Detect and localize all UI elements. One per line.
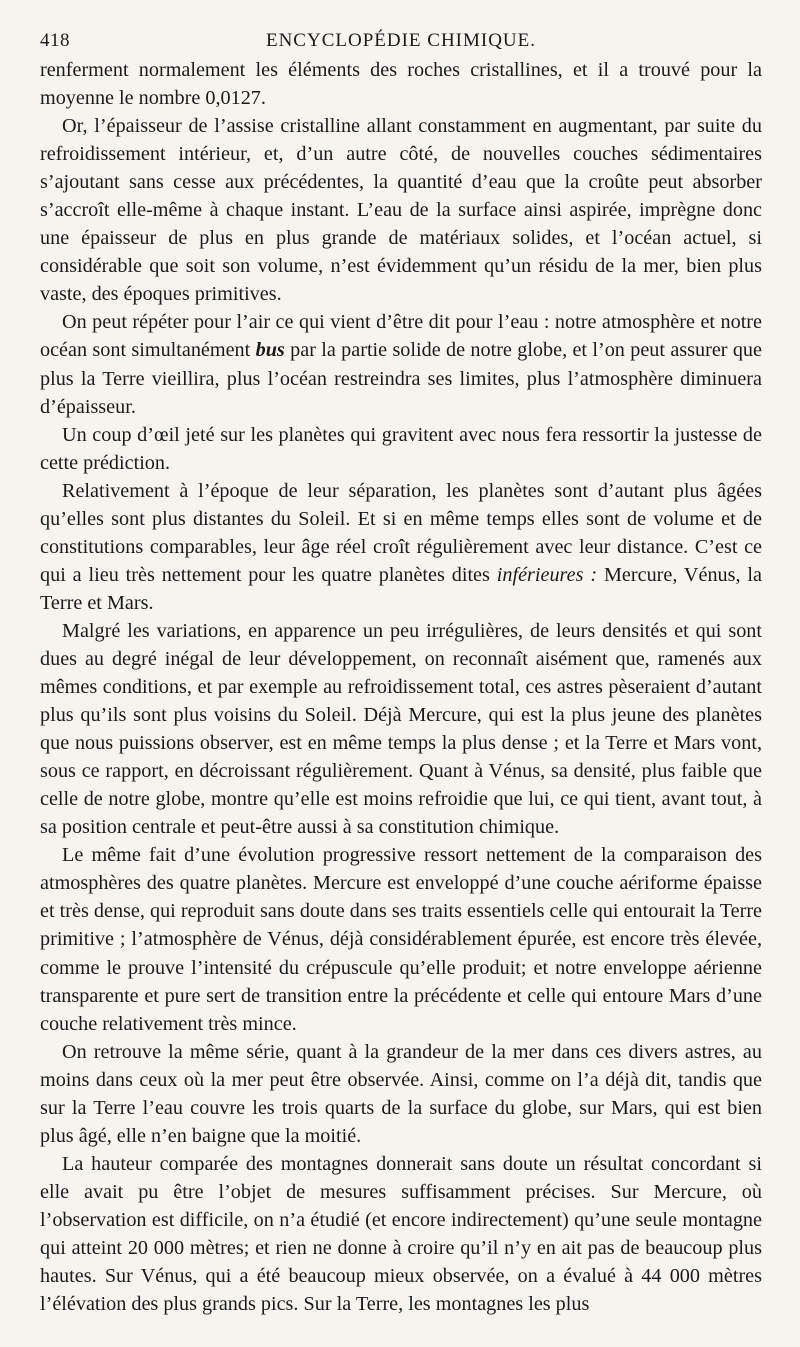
paragraph-text: La hauteur comparée des montagnes donnerait sans doute un résultat concordant si elle avait pu être l’objet de mesures suffisamment précises. Sur Mercure, où l’observation est difficile, on n’a étudié (et encore indirectement) qu’une seule montagne qui atteint 20 000 mètres; et rien ne donne à croire qu’il n’y en ait pas de beaucoup plus hautes. Sur Vénus, qui a été beaucoup mieux observée, on a évalué à 44 000 mètres l’élévation des plus grands pics. Sur la Terre, les montagnes les plus (40, 1152, 762, 1316)
paragraph-continuation (40, 56, 762, 112)
paragraph-text: Un coup d’œil jeté sur les planètes qui gravitent avec nous fera ressortir la justesse de cette prédiction. (40, 423, 762, 474)
emphasized-word: bus (255, 339, 285, 362)
running-head: ENCYCLOPÉDIE CHIMIQUE. (265, 30, 537, 51)
page-number: 418 (40, 30, 70, 51)
paragraph-separation (40, 477, 762, 617)
paragraph-text: renferment normalement les éléments des roches cristallines, et il a trouvé pour la moyenne le nombre 0,0127. (40, 59, 762, 110)
paragraph-montagnes (40, 1150, 762, 1318)
paragraph-air-eau (40, 308, 762, 420)
paragraph-text: On retrouve la même série, quant à la grandeur de la mer dans ces divers astres, au moins dans ceux où la mer peut être observée. Ainsi, comme on l’a déjà dit, tandis que sur la Terre l’eau couvre les trois quarts de la surface du globe, sur Mars, qui est bien plus âgé, elle n’en baigne que la moitié. (40, 1040, 762, 1147)
paragraph-mer (40, 1038, 762, 1150)
book-page (40, 22, 762, 1318)
body-text (40, 56, 762, 1318)
paragraph-text: Or, l’épaisseur de l’assise cristalline allant constamment en augmentant, par suite du refroidissement intérieur, et, d’un autre côté, de nouvelles couches sédimentaires s’ajoutant sans cesse aux précédentes, la quantité d’eau que la croûte peut absorber s’accroît elle-même à chaque instant. L’eau de la surface ainsi aspirée, imprègne donc une épaisseur de plus en plus grande de matériaux solides, et l’océan actuel, si considérable que soit son volume, n’est évidemment qu’un résidu de la mer, bien plus vaste, des époques primitives. (40, 115, 762, 306)
paragraph-cristalline-assise (40, 112, 762, 308)
paragraph-text: Malgré les variations, en apparence un peu irrégulières, de leurs densités et qui sont dues au degré inégal de leur développement, on reconnaît aisément que, ramenés aux mêmes conditions, et par exemple au refroidissement total, ces astres pèseraient d’autant plus qu’ils sont plus voisins du Soleil. Déjà Mercure, qui est la plus jeune des planètes que nous puissions observer, est en même temps la plus dense ; et la Terre et Mars vont, sous ce rapport, en décroissant régulièrement. Quant à Vénus, sa densité, plus faible que celle de notre globe, montre qu’elle est moins refroidie que lui, ce qui tient, avant tout, à sa position centrale et peut-être aussi à sa constitution chimique. (40, 619, 762, 839)
page-header (40, 22, 762, 56)
paragraph-text-start: Relativement à l’époque de leur séparation, les planètes sont d’autant plus âgées qu’elles sont plus distantes du Soleil. Et si en même temps elles sont de volume et de constitutions comparables, leur âge réel croît régulièrement avec leur distance. C’est ce qui a lieu très nettement pour les quatre planètes dites (40, 479, 762, 586)
paragraph-densites (40, 617, 762, 841)
paragraph-text-start: On peut répéter pour l’air ce qui vient d’être dit pour l’eau : notre atmosphère et notre océan sont simultanément (40, 311, 762, 362)
paragraph-text-end: par la partie solide de notre globe, et l’on peut assurer que plus la Terre vieillira, plus l’océan restreindra ses limites, plus l’atmosphère diminuera d’épaisseur. (40, 339, 762, 418)
italic-term: inférieures : (496, 563, 598, 586)
paragraph-text-end: Mercure, Vénus, la Terre et Mars. (40, 563, 762, 614)
paragraph-coup-doeil (40, 421, 762, 477)
paragraph-text: Le même fait d’une évolution progressive ressort nettement de la comparaison des atmosphères des quatre planètes. Mercure est enveloppé d’une couche aériforme épaisse et très dense, qui reproduit sans doute dans ses traits essentiels celle qui entourait la Terre primitive ; l’atmosphère de Vénus, déjà considérablement épurée, est encore très élevée, comme le prouve l’intensité du crépuscule qu’elle produit; et notre enveloppe aérienne transparente et pure sert de transition entre la précédente et celle qui entoure Mars d’une couche relativement très mince. (40, 844, 762, 1035)
paragraph-atmospheres (40, 841, 762, 1037)
